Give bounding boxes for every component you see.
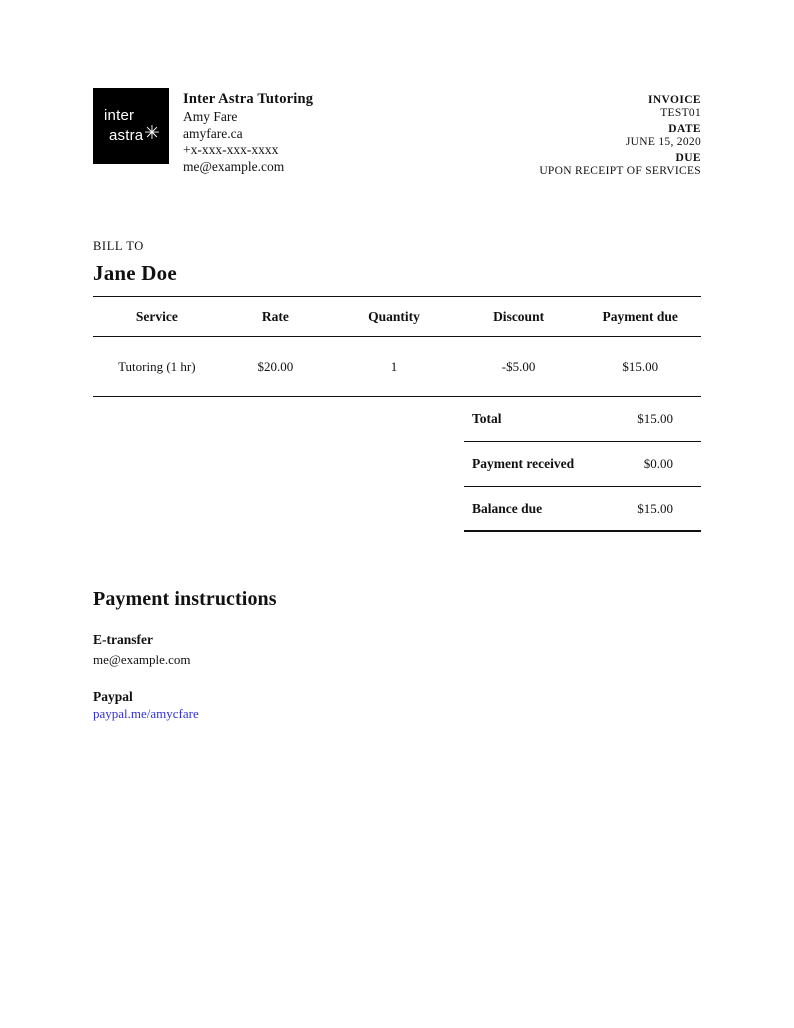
- payment-method-name-etransfer: E-transfer: [93, 632, 153, 647]
- invoice-content: [93, 88, 701, 723]
- column-header-rate: Rate: [221, 297, 330, 337]
- company-phone: +x-xxx-xxx-xxxx: [183, 142, 279, 157]
- totals-section: [464, 397, 701, 532]
- total-label: Total: [472, 411, 502, 426]
- company-details: [183, 88, 313, 175]
- cell-quantity: 1: [330, 337, 458, 397]
- bill-to-name: Jane Doe: [93, 261, 177, 285]
- table-row: [93, 337, 701, 397]
- table-header-row: [93, 297, 701, 337]
- invoice-meta: [539, 88, 701, 181]
- bill-to-section: [93, 239, 701, 286]
- totals-row-total: [464, 397, 701, 442]
- payment-instructions-section: [93, 588, 701, 723]
- cell-service: Tutoring (1 hr): [93, 337, 221, 397]
- payment-method-detail-etransfer: me@example.com: [93, 652, 191, 667]
- company-website: amyfare.ca: [183, 125, 243, 141]
- balance-due-value: $15.00: [637, 500, 673, 516]
- company-identity: [93, 88, 313, 175]
- payment-instructions-title: Payment instructions: [93, 588, 277, 610]
- company-email: me@example.com: [183, 158, 285, 174]
- totals-row-balance-due: [464, 487, 701, 532]
- company-name: Inter Astra Tutoring: [183, 91, 314, 107]
- cell-rate: $20.00: [221, 337, 330, 397]
- invoice-header: [93, 88, 701, 181]
- total-value: $15.00: [637, 411, 673, 426]
- balance-due-label: Balance due: [472, 500, 543, 516]
- date-label: DATE: [668, 123, 701, 135]
- cell-discount: -$5.00: [458, 337, 580, 397]
- invoice-number: TEST01: [660, 107, 701, 119]
- column-header-service: Service: [93, 297, 221, 337]
- company-contact-name: Amy Fare: [183, 109, 238, 124]
- invoice-label: INVOICE: [647, 94, 701, 106]
- logo-text-line1: inter: [104, 107, 135, 124]
- payment-received-value: $0.00: [643, 456, 673, 471]
- due-value: UPON RECEIPT OF SERVICES: [539, 165, 701, 177]
- due-label: DUE: [675, 152, 701, 164]
- totals-row-payment-received: [464, 442, 701, 487]
- payment-method-link-paypal[interactable]: paypal.me/amycfare: [93, 706, 199, 721]
- column-header-payment-due: Payment due: [579, 297, 701, 337]
- column-header-quantity: Quantity: [330, 297, 458, 337]
- star-icon: ✳: [144, 123, 160, 144]
- logo-text-line2: astra: [109, 127, 144, 144]
- company-logo: [93, 88, 169, 164]
- cell-payment-due: $15.00: [579, 337, 701, 397]
- payment-received-label: Payment received: [472, 456, 575, 471]
- payment-method-name-paypal: Paypal: [93, 689, 133, 704]
- line-items-table: [93, 296, 701, 397]
- column-header-discount: Discount: [458, 297, 580, 337]
- bill-to-label: BILL TO: [93, 239, 144, 253]
- date-value: JUNE 15, 2020: [625, 136, 701, 148]
